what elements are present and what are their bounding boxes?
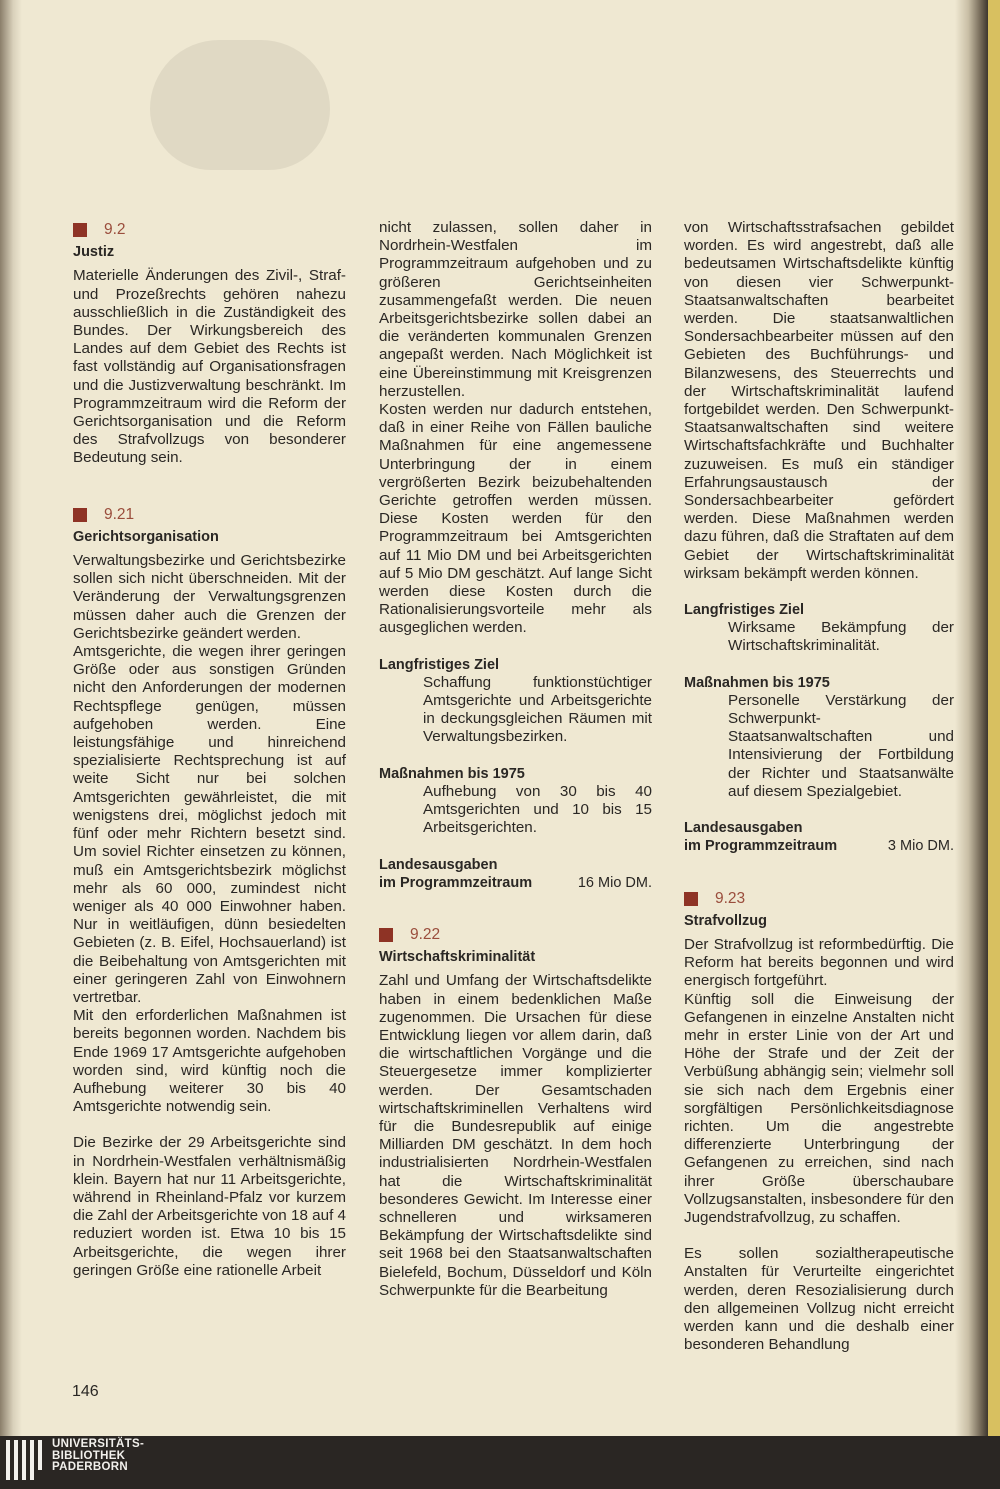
section-title: Justiz [73, 244, 115, 261]
goal-text: Wirksame Bekämpfung der Wirtschaftskriminalität. [728, 619, 954, 655]
spending-value: 3 Mio DM. [887, 838, 954, 855]
paragraph: Zahl und Umfang der Wirtschaftsdelikte haben in einem bedenklichen Maße zugenommen. Die Ursachen für diese Entwicklung liegen vor allem darin, daß die wirtschaftlichen Vorgänge und die Steuergesetze immer komplizierter werden. Der Gesamtschaden wirtschaftskriminellen Verhaltens wird für die Bundesrepublik auf einige Milliarden DM geschätzt. In dem hoch industrialisierten Nordrhein-Westfalen hat die Wirtschaftskriminalität besonderes Gewicht. Im Interesse einer schnelleren und wirksameren Bekämpfung der Wirtschaftsdelikte sind seit 1968 bei den Staatsanwaltschaften Bielefeld, Bochum, Düsseldorf und Köln Schwerpunkte für die Bearbeitung [379, 972, 652, 1299]
section-title: Gerichtsorganisation [73, 528, 219, 545]
paragraph: Die Bezirke der 29 Arbeitsgerichte sind in Nordrhein-Westfalen verhältnismäßig klein. Bayern hat nur 11 Arbeitsgerichte, während in Rheinland-Pfalz vor kurzem die Zahl der Arbeitsgerichte von 18 auf 4 reduziert worden ist. Etwa 10 bis 15 Arbeitsgerichte, die wegen ihrer geringen Größe eine rationelle Arbeit [73, 1134, 346, 1279]
library-footer [0, 1436, 1000, 1489]
goal-text: Schaffung funktionstüchtiger Amtsgerichte und Arbeitsgerichte in deckungsgleichen Räumen mit Verwaltungsbezirken. [423, 673, 652, 746]
book-spine [988, 0, 1000, 1436]
section-number: 9.2 [104, 221, 126, 238]
spending-label: Landesausgaben [379, 856, 498, 873]
column-1 [73, 221, 346, 1280]
section-title: Strafvollzug [684, 912, 767, 929]
section-heading-9-21 [73, 506, 346, 524]
spending-value: 16 Mio DM. [577, 874, 652, 891]
paragraph: Der Strafvollzug ist reformbedürftig. Die Reform hat bereits begonnen und wird energisch fortgeführt. [684, 935, 954, 990]
section-number: 9.22 [410, 925, 441, 943]
spending-row [684, 837, 954, 855]
spending-row [379, 874, 652, 892]
paragraph: Künftig soll die Einweisung der Gefangenen in einzelne Anstalten nicht mehr in erster Linie von der Art und Höhe der Strafe und der Zeit der Verbüßung abhängig sein; vielmehr soll sie sich nach dem Ergebnis einer sorgfältigen Persönlichkeitsdiagnose richten. Um die angestrebte differenzierte Unterbringung der Gefangenen zu erreichen, sind nach ihrer Größe überschaubare Vollzugsanstalten, insbesondere für den Jugendstrafvollzug, zu schaffen. [684, 990, 954, 1226]
paragraph: Es sollen sozialtherapeutische Anstalten für Verurteilte eingerichtet werden, deren Resozialisierung durch den allgemeinen Vollzug nicht erreicht werden kann und die deshalb einer besonderen Behandlung [684, 1245, 954, 1354]
library-name-line: UNIVERSITÄTS- [52, 1438, 145, 1450]
page-edge-shadow [955, 0, 988, 1436]
column-3 [684, 219, 954, 1354]
goal-label: Langfristiges Ziel [379, 656, 500, 673]
section-marker-icon [73, 508, 87, 522]
section-marker-icon [73, 223, 87, 237]
paragraph: nicht zulassen, sollen daher in Nordrhein-Westfalen im Programmzeitraum aufgehoben und zu größeren Gerichtseinheiten zusammengefaßt werden. Die neuen Arbeitsgerichtsbezirke sollen dabei an die veränderten kommunalen Grenzen angepaßt werden. Nach Möglichkeit ist eine Übereinstimmung mit Kreisgrenzen herzustellen. [379, 219, 652, 400]
section-heading-9-22 [379, 926, 652, 944]
measures-text: Aufhebung von 30 bis 40 Amtsgerichten und 10 bis 15 Arbeitsgerichten. [423, 782, 652, 837]
library-name-line: PADERBORN [52, 1461, 128, 1473]
paragraph: Verwaltungsbezirke und Gerichtsbezirke sollen sich nicht überschneiden. Mit der Veränderung der Verwaltungsgrenzen müssen daher auch die Grenzen der Gerichtsbezirke geändert werden. [73, 552, 346, 642]
library-name-line: BIBLIOTHEK [52, 1449, 126, 1462]
paragraph: Materielle Änderungen des Zivil-, Straf- und Prozeßrechts gehören nahezu ausschließlich in die Zuständigkeit des Bundes. Der Wirkungsbereich des Landes auf dem Gebiet des Rechts ist fast vollständig auf Organisationsfragen und die Justizverwaltung beschränkt. Im Programmzeitraum wird die Reform der Gerichtsorganisation und die Reform des Strafvollzugs von besonderer Bedeutung sein. [73, 267, 346, 467]
page-number: 146 [72, 1383, 99, 1400]
paragraph: Kosten werden nur dadurch entstehen, daß in einer Reihe von Fällen bauliche Maßnahmen für eine angemessene Unterbringung der in einem vergrößerten Bezirk beizubehaltenden Gerichte getroffen werden müssen. Diese Kosten werden für den Programmzeitraum bei Amtsgerichten auf 11 Mio DM und bei Arbeitsgerichten auf 5 Mio DM geschätzt. Auf lange Sicht werden diese Kosten durch die Rationalisierungsvorteile mehr als ausgeglichen werden. [379, 401, 652, 637]
section-title: Wirtschaftskriminalität [379, 949, 536, 966]
section-heading-9-23 [684, 890, 954, 908]
section-heading-9-2 [73, 221, 346, 239]
section-number: 9.23 [715, 889, 746, 907]
spending-period: im Programmzeitraum [684, 838, 838, 855]
page-gutter-shadow [0, 0, 22, 1436]
section-number: 9.21 [104, 505, 135, 523]
bleed-through-numeral [150, 40, 330, 170]
library-name [52, 1439, 144, 1474]
spending-label: Landesausgaben [684, 820, 803, 837]
section-marker-icon [379, 928, 393, 942]
section-marker-icon [684, 892, 698, 906]
column-2 [379, 219, 652, 1300]
spending-period: im Programmzeitraum [379, 874, 533, 891]
measures-label: Maßnahmen bis 1975 [684, 674, 830, 691]
goal-label: Langfristiges Ziel [684, 602, 805, 619]
measures-label: Maßnahmen bis 1975 [379, 765, 525, 782]
paragraph: Mit den erforderlichen Maßnahmen ist bereits begonnen worden. Nachdem bis Ende 1969 17 Amtsgerichte aufgehoben worden sind, wird künftig noch die Aufhebung weiterer 30 bis 40 Amtsgerichte notwendig sein. [73, 1007, 346, 1116]
paragraph: von Wirtschaftsstrafsachen gebildet worden. Es wird angestrebt, daß alle bedeutsamen Wirtschaftsdelikte künftig von diesen vier Schwerpunkt-Staatsanwaltschaften bearbeitet werden. Die staatsanwaltlichen Sondersachbearbeiter müssen auf den Gebieten des Buchführungs- und Bilanzwesens, des Steuerrechts und der Wirtschaftskriminalität laufend fortgebildet werden. Den Schwerpunkt-Staatsanwaltschaften sind weitere Wirtschaftsfachkräfte und Buchhalter zuzuweisen. Es muß ein ständiger Erfahrungsaustausch der Sondersachbearbeiter gefördert werden. Diese Maßnahmen werden dazu führen, daß die Straftaten auf dem Gebiet der Wirtschaftskriminalität wirksam bekämpft werden können. [684, 219, 954, 582]
paragraph: Amtsgerichte, die wegen ihrer geringen Größe oder aus sonstigen Gründen nicht den Anforderungen der modernen Rechtspflege genügen, müssen aufgehoben werden. Eine leistungsfähige und hinreichend spezialisierte Rechtsprechung ist auf weite Sicht nur bei solchen Amtsgerichten gewährleistet, die mit wenigstens drei, möglichst jedoch mit fünf oder mehr Richtern besetzt sind. Um soviel Richter einsetzen zu können, muß ein Amtsgerichtsbezirk möglichst mehr als 60 000, zumindest nicht weniger als 40 000 Einwohner haben. Nur in weitläufigen, dünn besiedelten Gebieten (z. B. Eifel, Hochsauerland) ist die Beibehaltung von Amtsgerichten mit einer geringeren Zahl von Einwohnern vertretbar. [73, 643, 346, 1006]
measures-text: Personelle Verstärkung der Schwerpunkt-Staatsanwaltschaften und Intensivierung der Fortbildung der Richter und Staatsanwälte auf diesem Spezialgebiet. [728, 691, 954, 800]
